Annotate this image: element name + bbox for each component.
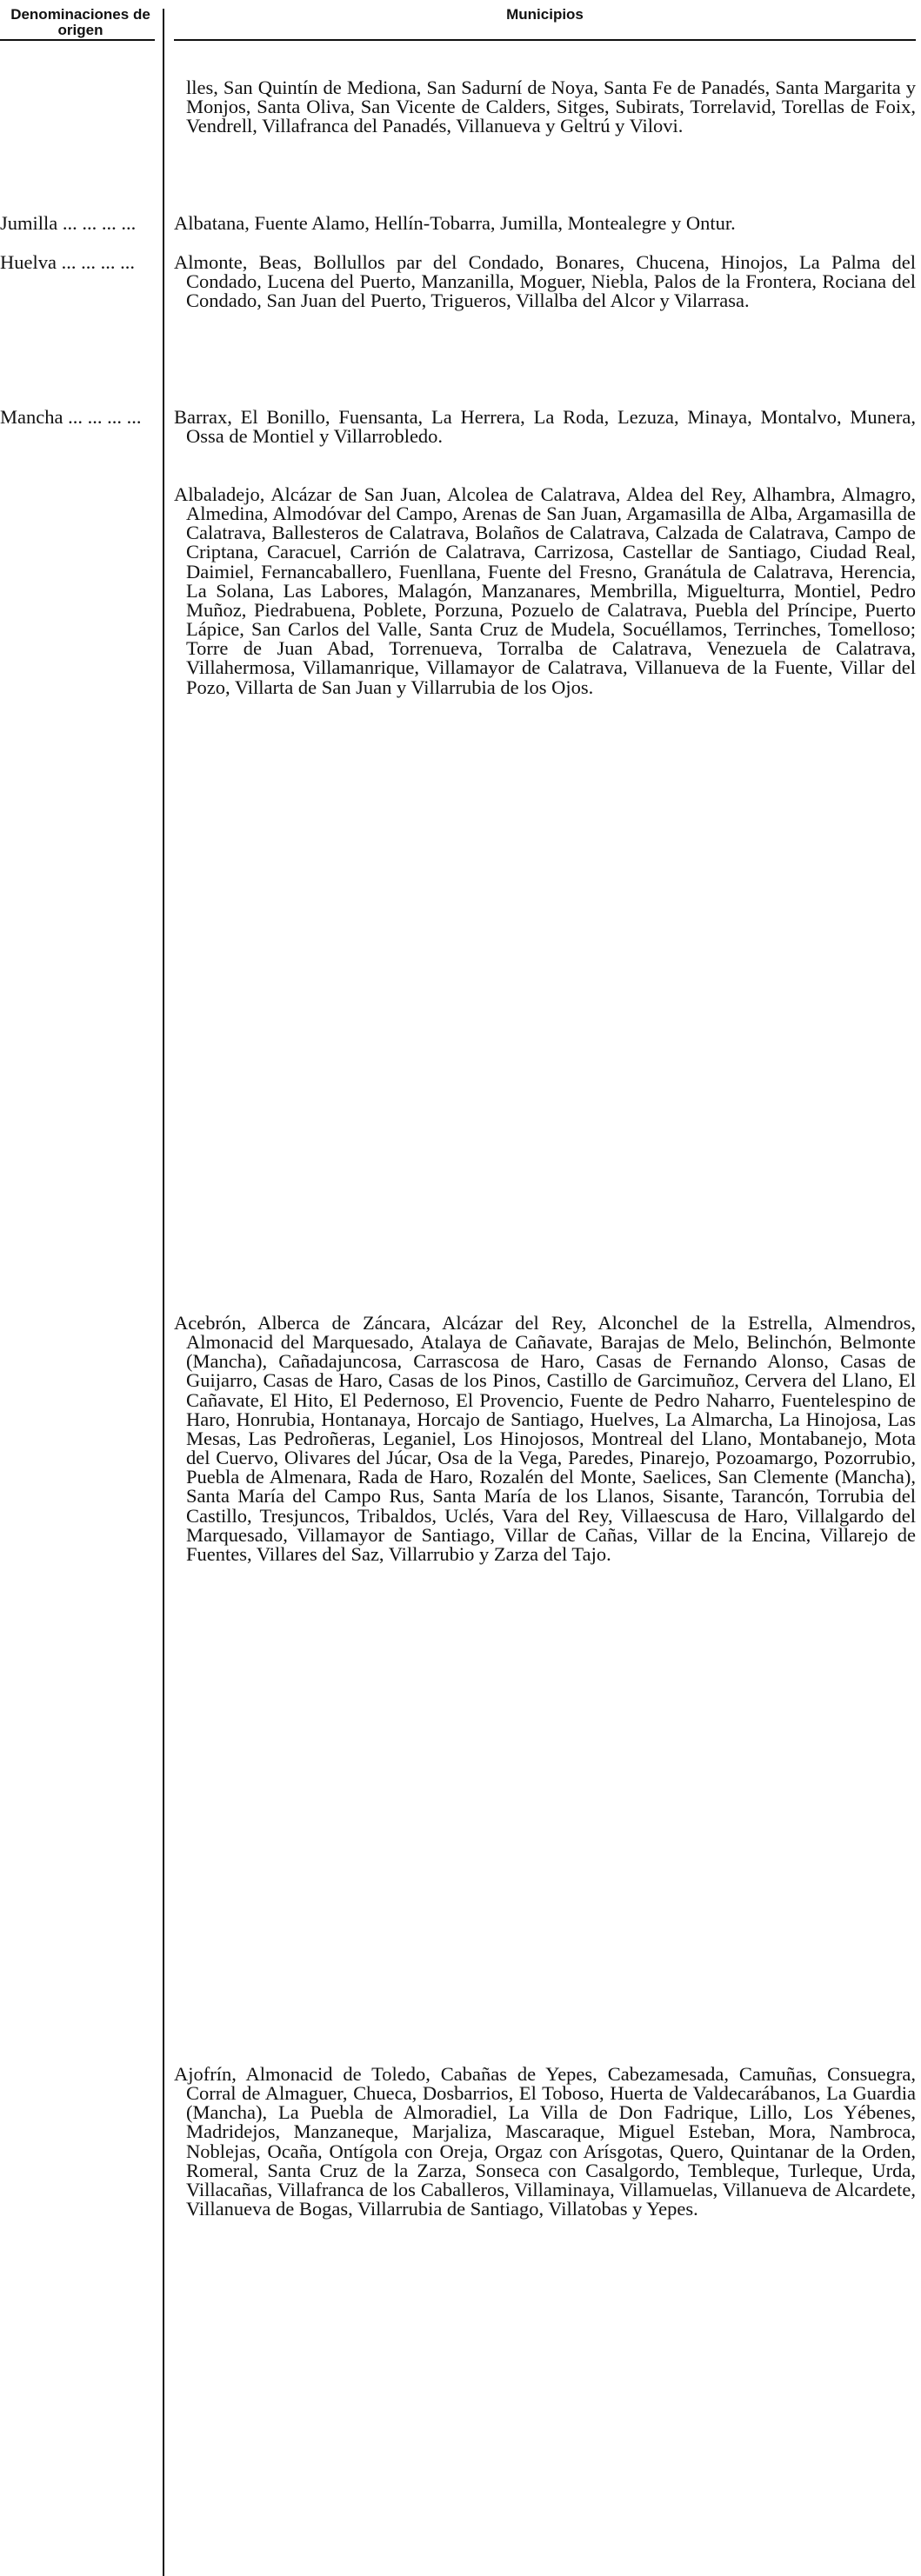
municipios-mancha-albacete: Barrax, El Bonillo, Fuensanta, La Herrera, La Roda, Lezuza, Minaya, Montalvo, Munera, Ossa de Montiel y Villarrobledo. <box>174 406 916 448</box>
denomination-mancha: Mancha ... ... ... ... <box>0 406 142 428</box>
municipios-mancha-cuenca: Acebrón, Alberca de Záncara, Alcázar del Rey, Alconchel de la Estrella, Almendros, Almonacid del Marquesado, Atalaya de Cañavate, Barajas de Melo, Belinchón, Belmonte (Mancha), Cañadajuncosa, Carrascosa de Haro, Casas de Fernando Alonso, Casas de Guijarro, Casas de Haro, Casas de los Pinos, Castillo de Garcimuñoz, Cervera del Llano, El Cañavate, El Hito, El Pedernoso, El Provencio, Fuente de Pedro Naharro, Fuentelespino de Haro, Honrubia, Hontanaya, Horcajo de Santiago, Huelves, La Almarcha, La Hinojosa, Las Mesas, Las Pedroñeras, Leganiel, Los Hinojosos, Montreal del Llano, Montabanejo, Mota del Cuervo, Olivares del Júcar, Osa de la Vega, Paredes, Pinarejo, Pozoamargo, Pozorrubio, Puebla de Almenara, Rada de Haro, Rozalén del Monte, Saelices, San Clemente (Mancha), Santa María del Campo Rus, Santa María de los Llanos, Sisante, Tarancón, Torrubia del Castillo, Tresjuncos, Tribaldos, Uclés, Vara del Rey, Villaescusa de Haro, Villalgardo del Marquesado, Villamayor de Santiago, Villar de Cañas, Villar de la Encina, Villarejo de Fuentes, Villares del Saz, Villarrubio y Zarza del Tajo. <box>174 1312 916 1565</box>
municipios-mancha-toledo: Ajofrín, Almonacid de Toledo, Cabañas de Yepes, Cabezamesada, Camuñas, Consuegra, Corral de Almaguer, Chueca, Dosbarrios, El Toboso, Huerta de Valdecarábanos, La Guardia (Mancha), La Puebla de Almoradiel, La Villa de Don Fadrique, Lillo, Los Yébenes, Madridejos, Manzaneque, Marjaliza, Mascaraque, Miguel Esteban, Mora, Nambroca, Noblejas, Ocaña, Ontígola con Oreja, Orgaz con Arísgotas, Quero, Quintanar de la Orden, Romeral, Santa Cruz de la Zarza, Sonseca con Casalgordo, Tembleque, Turleque, Urda, Villacañas, Villafranca de los Caballeros, Villaminaya, Villamuelas, Villanueva de Alcardete, Villanueva de Bogas, Villarrubia de Santiago, Villatobas y Yepes. <box>174 2063 916 2220</box>
municipios-mancha-ciudad-real: Albaladejo, Alcázar de San Juan, Alcolea de Calatrava, Aldea del Rey, Alhambra, Almagro, Almedina, Almodóvar del Campo, Arenas de San Juan, Argamasilla de Alba, Argamasilla de Calatrava, Ballesteros de Calatrava, Bolaños de Calatrava, Calzada de Calatrava, Campo de Criptana, Caracuel, Carrión de Calatrava, Carrizosa, Castellar de Santiago, Ciudad Real, Daimiel, Fernancaballero, Fuenllana, Fuente del Fresno, Granátula de Calatrava, Herencia, La Solana, Las Labores, Malagón, Manzanares, Membrilla, Miguelturra, Montiel, Pedro Muñoz, Piedrabuena, Poblete, Porzuna, Pozuelo de Calatrava, Puebla del Príncipe, Puerto Lápice, San Carlos del Valle, Santa Cruz de Mudela, Socuéllamos, Terrinches, Tomelloso; Torre de Juan Abad, Torrenueva, Torralba de Calatrava, Venezuela de Calatrava, Villahermosa, Villamanrique, Villamayor de Calatrava, Villanueva de la Fuente, Villar del Pozo, Villarta de San Juan y Villarrubia de los Ojos. <box>174 483 916 698</box>
municipios-jumilla: Albatana, Fuente Alamo, Hellín-Tobarra, Jumilla, Montealegre y Ontur. <box>174 212 736 234</box>
header-rule-right <box>174 39 916 41</box>
municipios-continuation: lles, San Quintín de Mediona, San Sadurní de Noya, Santa Fe de Panadés, Santa Margarita y Monjos, Santa Oliva, San Vicente de Calders, Sitges, Subirats, Torrelavid, Torellas de Foix, Vendrell, Villafranca del Panadés, Villanueva y Geltrú y Vilovi. <box>186 77 916 137</box>
column-header-municipios: Municipios <box>506 6 584 23</box>
column-divider <box>163 9 164 2576</box>
denomination-huelva: Huelva ... ... ... ... <box>0 251 135 273</box>
denomination-jumilla: Jumilla ... ... ... ... <box>0 212 137 234</box>
column-header-denominaciones: Denominaciones de origen <box>10 6 150 38</box>
municipios-huelva: Almonte, Beas, Bollullos par del Condado, Bonares, Chucena, Hinojos, La Palma del Condado, Lucena del Puerto, Manzanilla, Moguer, Niebla, Palos de la Frontera, Rociana del Condado, San Juan del Puerto, Trigueros, Villalba del Alcor y Vilarrasa. <box>174 251 916 312</box>
header-rule-left <box>0 39 155 41</box>
